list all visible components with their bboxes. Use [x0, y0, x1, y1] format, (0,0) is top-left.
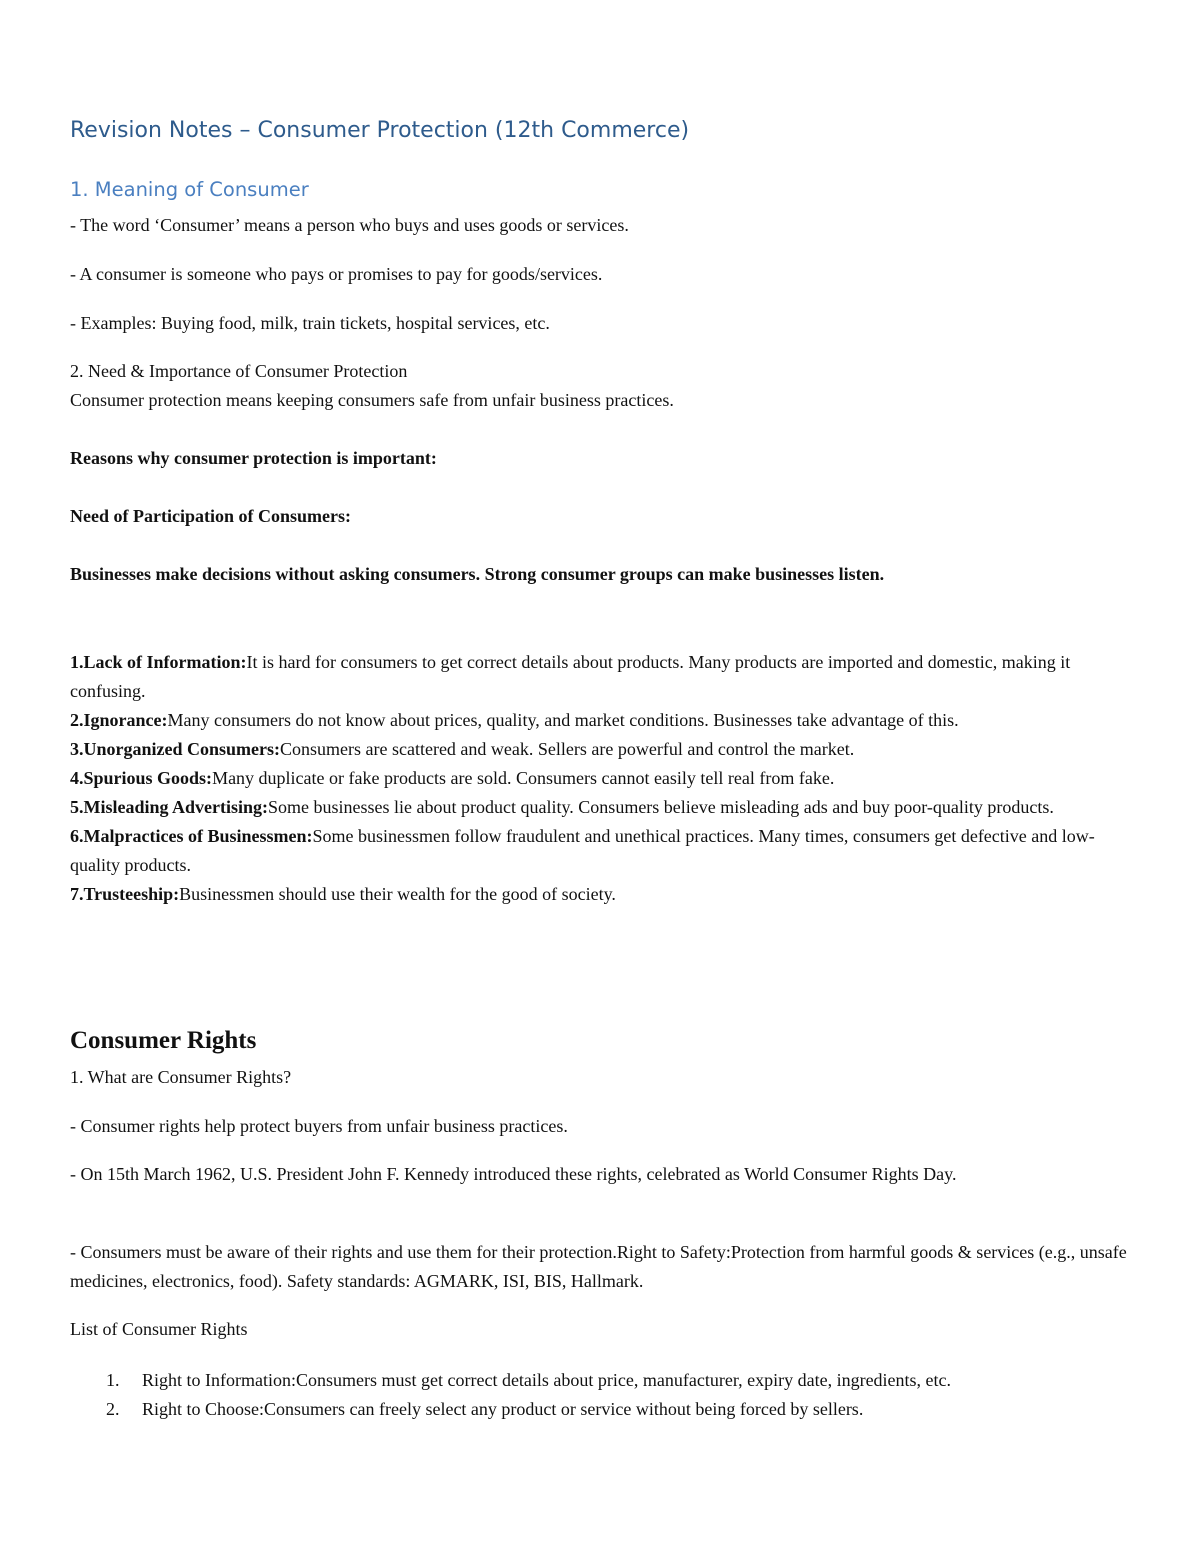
section-heading-rights: Consumer Rights [70, 1027, 257, 1054]
right-label: Right to Choose: [142, 1399, 265, 1419]
rights-subheading: 1. What are Consumer Rights? [70, 1067, 292, 1087]
rights-list-heading: List of Consumer Rights [70, 1319, 248, 1339]
rights-point: - Consumers must be aware of their rights and use them for their protection.Right to Safety:Protection from harmful goods & services (e.g., unsafe medicines, electronics, food). Safety standards: AGMARK, ISI, BIS, Hallmark. [70, 1242, 1127, 1291]
rights-point: - Consumer rights help protect buyers from unfair business practices. [70, 1116, 568, 1136]
reason-text: Consumers are scattered and weak. Sellers are powerful and control the market. [280, 739, 855, 759]
rights-list-item [106, 1366, 1106, 1395]
meaning-point: - Examples: Buying food, milk, train tickets, hospital services, etc. [70, 313, 550, 333]
reason-text: Businessmen should use their wealth for the good of society. [179, 884, 616, 904]
reason-text: Many consumers do not know about prices, quality, and market conditions. Businesses take advantage of this. [167, 710, 959, 730]
reason-text: It is hard for consumers to get correct details about products. Many products are imported and domestic, making it confusing. [70, 652, 1071, 701]
reason-label: 1.Lack of Information: [70, 652, 247, 672]
rights-list-item [106, 1395, 1106, 1424]
meaning-point: - The word ‘Consumer’ means a person who buys and uses goods or services. [70, 215, 629, 235]
rights-point: - On 15th March 1962, U.S. President John F. Kennedy introduced these rights, celebrated as World Consumer Rights Day. [70, 1164, 957, 1184]
rights-list [106, 1366, 1106, 1424]
right-text: Consumers must get correct details about price, manufacturer, expiry date, ingredients, etc. [295, 1370, 952, 1390]
reason-text: Some businesses lie about product quality. Consumers believe misleading ads and buy poor-quality products. [268, 797, 1054, 817]
list-number: 1. [106, 1370, 120, 1390]
right-label: Right to Information: [142, 1370, 296, 1390]
reason-item [70, 706, 1130, 735]
reason-item [70, 822, 1130, 880]
participation-text: Businesses make decisions without asking consumers. Strong consumer groups can make businesses listen. [70, 564, 885, 584]
section-heading-need: 2. Need & Importance of Consumer Protection [70, 361, 408, 381]
reasons-heading: Reasons why consumer protection is important: [70, 448, 437, 468]
reason-text: Some businessmen follow fraudulent and unethical practices. Many times, consumers get defective and low-quality products. [70, 826, 1095, 875]
reason-item [70, 880, 1130, 909]
list-number: 2. [106, 1399, 120, 1419]
right-text: Consumers can freely select any product or service without being forced by sellers. [264, 1399, 864, 1419]
reason-item [70, 764, 1130, 793]
participation-heading: Need of Participation of Consumers: [70, 506, 351, 526]
reason-label: 7.Trusteeship: [70, 884, 180, 904]
meaning-point: - A consumer is someone who pays or promises to pay for goods/services. [70, 264, 603, 284]
reasons-list [70, 648, 1130, 909]
reason-label: 4.Spurious Goods: [70, 768, 213, 788]
reason-label: 5.Misleading Advertising: [70, 797, 269, 817]
reason-item [70, 648, 1130, 706]
reason-item [70, 735, 1130, 764]
reason-label: 2.Ignorance: [70, 710, 168, 730]
reason-label: 6.Malpractices of Businessmen: [70, 826, 313, 846]
protection-definition: Consumer protection means keeping consumers safe from unfair business practices. [70, 390, 674, 410]
reason-label: 3.Unorganized Consumers: [70, 739, 280, 759]
section-heading-meaning: 1. Meaning of Consumer [70, 178, 309, 201]
reason-item [70, 793, 1130, 822]
page-title: Revision Notes – Consumer Protection (12th Commerce) [70, 118, 690, 143]
reason-text: Many duplicate or fake products are sold. Consumers cannot easily tell real from fake. [212, 768, 835, 788]
